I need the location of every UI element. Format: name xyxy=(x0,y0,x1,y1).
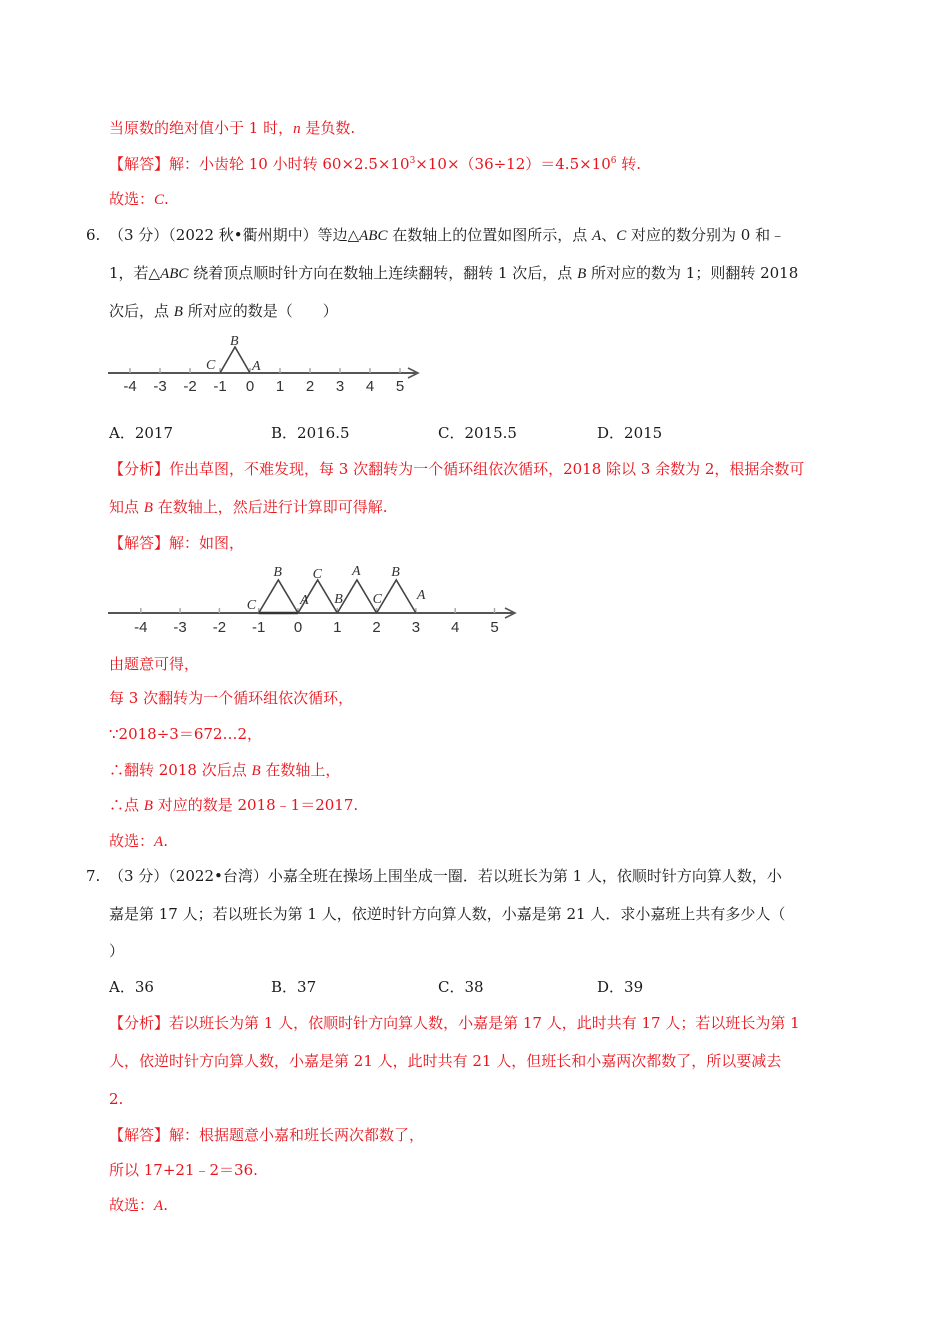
tick-label: 2 xyxy=(305,378,315,395)
exponent: 6 xyxy=(610,156,617,166)
text-segment: 所对应的数为 1；则翻转 2018 xyxy=(586,264,799,282)
vertex-label: C xyxy=(206,358,216,373)
text-segment: 转. xyxy=(616,155,642,173)
answer-line xyxy=(109,1125,424,1145)
math-variable: C xyxy=(616,228,627,244)
tick-label: -3 xyxy=(153,378,167,395)
vertex-label: A xyxy=(252,359,261,374)
vertex-label: C xyxy=(312,567,322,582)
text-segment: 【解答】解：如图， xyxy=(109,534,245,552)
math-variable: B xyxy=(143,798,153,814)
vertex-label: C xyxy=(246,598,257,613)
answer-line xyxy=(109,760,340,781)
text-segment: 【分析】作出草图，不难发现，每 3 次翻转为一个循环组依次循环，2018 除以 3 余数为 2，根据余数可 xyxy=(109,460,805,478)
question-number: 6. xyxy=(86,226,101,244)
choice-line xyxy=(109,1195,168,1216)
tick-label: -1 xyxy=(213,378,227,395)
text-segment: . xyxy=(164,190,169,208)
tick-label: 4 xyxy=(451,619,460,636)
question-text xyxy=(109,866,782,886)
text-segment: 【解答】解：根据题意小嘉和班长两次都数了， xyxy=(109,1126,425,1144)
vertex-label: A xyxy=(300,593,309,608)
text-segment: 在数轴上的位置如图所示，点 xyxy=(387,226,593,244)
math-variable: B xyxy=(143,500,153,516)
math-variable: C xyxy=(154,192,165,208)
text-segment: 当原数的绝对值小于 1 时， xyxy=(109,119,294,137)
text-segment: 【解答】解：小齿轮 10 小时转 60×2.5×10 xyxy=(109,155,410,173)
text-segment: 、 xyxy=(601,226,617,244)
text-segment: . xyxy=(163,832,168,850)
text-segment: 故选： xyxy=(109,832,155,850)
text-segment: 由题意可得， xyxy=(109,655,200,673)
answer-line xyxy=(109,724,262,744)
option-b: B．37 xyxy=(271,978,317,996)
tick-label: -2 xyxy=(212,619,227,636)
triangle-position xyxy=(337,580,376,613)
tick-label: 4 xyxy=(365,378,375,395)
option-a: A．2017 xyxy=(109,424,174,442)
answer-line xyxy=(109,1160,258,1180)
choice-line xyxy=(109,831,168,852)
option-c: C．2015.5 xyxy=(438,424,517,442)
question-text xyxy=(109,941,124,961)
tick-label: 5 xyxy=(395,378,405,395)
vertex-label: B xyxy=(273,565,282,580)
tick-label: -4 xyxy=(123,378,137,395)
vertex-label: B xyxy=(391,565,400,580)
tick-label: -1 xyxy=(252,619,266,636)
triangle-position xyxy=(259,580,298,613)
text-segment: 1，若△ xyxy=(109,264,161,282)
math-variable: A xyxy=(592,228,602,244)
text-segment: ∵2018÷3＝672…2， xyxy=(109,725,263,743)
text-segment: 【分析】若以班长为第 1 人，依顺时针方向算人数，小嘉是第 17 人，此时共有 17 人；若以班长为第 1 xyxy=(109,1014,800,1032)
text-segment: 所以 17+21﹣2＝36. xyxy=(109,1161,258,1179)
tick-label: 2 xyxy=(372,619,381,636)
vertex-label: A xyxy=(351,564,361,579)
text-segment: 人，依逆时针方向算人数，小嘉是第 21 人，此时共有 21 人，但班长和小嘉两次都数了，所以要减去 xyxy=(109,1052,782,1070)
text-segment: （3 分）（2022 秋•衢州期中）等边△ xyxy=(109,226,360,244)
tick-label: 3 xyxy=(335,378,345,395)
vertex-label: C xyxy=(372,592,382,607)
vertex-label: B xyxy=(230,334,239,349)
text-segment: 是负数. xyxy=(300,119,356,137)
analysis-line xyxy=(109,1013,800,1033)
vertex-label: B xyxy=(334,592,343,607)
option-d: D．39 xyxy=(597,978,644,996)
tick-label: -2 xyxy=(183,378,197,395)
math-variable: n xyxy=(293,121,301,137)
option-b: B．2016.5 xyxy=(271,424,350,442)
tick-label: 0 xyxy=(245,378,255,395)
text-segment: ∴翻转 2018 次后点 xyxy=(109,761,252,779)
triangle-position xyxy=(377,580,416,613)
text-segment: 所对应的数是（ ） xyxy=(182,302,338,320)
option-a: A．36 xyxy=(109,978,154,996)
text-segment: 在数轴上， xyxy=(260,761,341,779)
math-variable: ABC xyxy=(359,228,388,244)
tick-label: 0 xyxy=(293,619,303,636)
question-number: 7. xyxy=(86,867,101,885)
text-segment: 故选： xyxy=(109,1196,155,1214)
answer-line xyxy=(109,654,199,674)
math-variable: ABC xyxy=(160,266,189,282)
text-segment: 对应的数分别为 0 和﹣ xyxy=(626,226,786,244)
answer-line xyxy=(109,688,353,708)
text-segment: 绕着顶点顺时针方向在数轴上连续翻转，翻转 1 次后，点 xyxy=(188,264,578,282)
math-variable: B xyxy=(251,763,261,779)
text-segment: （3 分）（2022•台湾）小嘉全班在操场上围坐成一圈．若以班长为第 1 人，依顺时针方向算人数，小 xyxy=(109,867,782,885)
math-variable: A xyxy=(154,834,164,850)
tick-label: -3 xyxy=(173,619,187,636)
tick-label: 3 xyxy=(411,619,421,636)
exponent: 3 xyxy=(409,156,416,166)
text-segment: 2. xyxy=(109,1090,124,1108)
vertex-label: A xyxy=(416,588,426,603)
text-segment: 在数轴上，然后进行计算即可得解. xyxy=(152,498,388,516)
analysis-line xyxy=(109,1089,123,1109)
question-text xyxy=(109,904,785,924)
math-variable: A xyxy=(154,1198,164,1214)
text-segment: 知点 xyxy=(109,498,144,516)
answer-line xyxy=(109,795,358,816)
option-d: D．2015 xyxy=(597,424,663,442)
text-segment: 嘉是第 17 人；若以班长为第 1 人，依逆时针方向算人数，小嘉是第 21 人．求小嘉班上共有多少人（ xyxy=(109,905,786,923)
analysis-line xyxy=(109,1051,781,1071)
tick-label: -4 xyxy=(134,619,148,636)
text-segment: 对应的数是 2018﹣1＝2017. xyxy=(152,796,359,814)
math-variable: B xyxy=(173,304,183,320)
math-variable: B xyxy=(577,266,587,282)
tick-label: 5 xyxy=(490,619,499,636)
tick-label: 1 xyxy=(275,378,285,395)
text-segment: 次后，点 xyxy=(109,302,174,320)
tick-label: 1 xyxy=(333,619,342,636)
text-segment: ） xyxy=(109,942,125,960)
text-segment: ×10×（36÷12）＝4.5×10 xyxy=(415,155,611,173)
text-segment: . xyxy=(163,1196,168,1214)
option-c: C．38 xyxy=(438,978,484,996)
text-segment: ∴点 xyxy=(109,796,144,814)
text-segment: 每 3 次翻转为一个循环组依次循环， xyxy=(109,689,354,707)
text-segment: 故选： xyxy=(109,190,155,208)
